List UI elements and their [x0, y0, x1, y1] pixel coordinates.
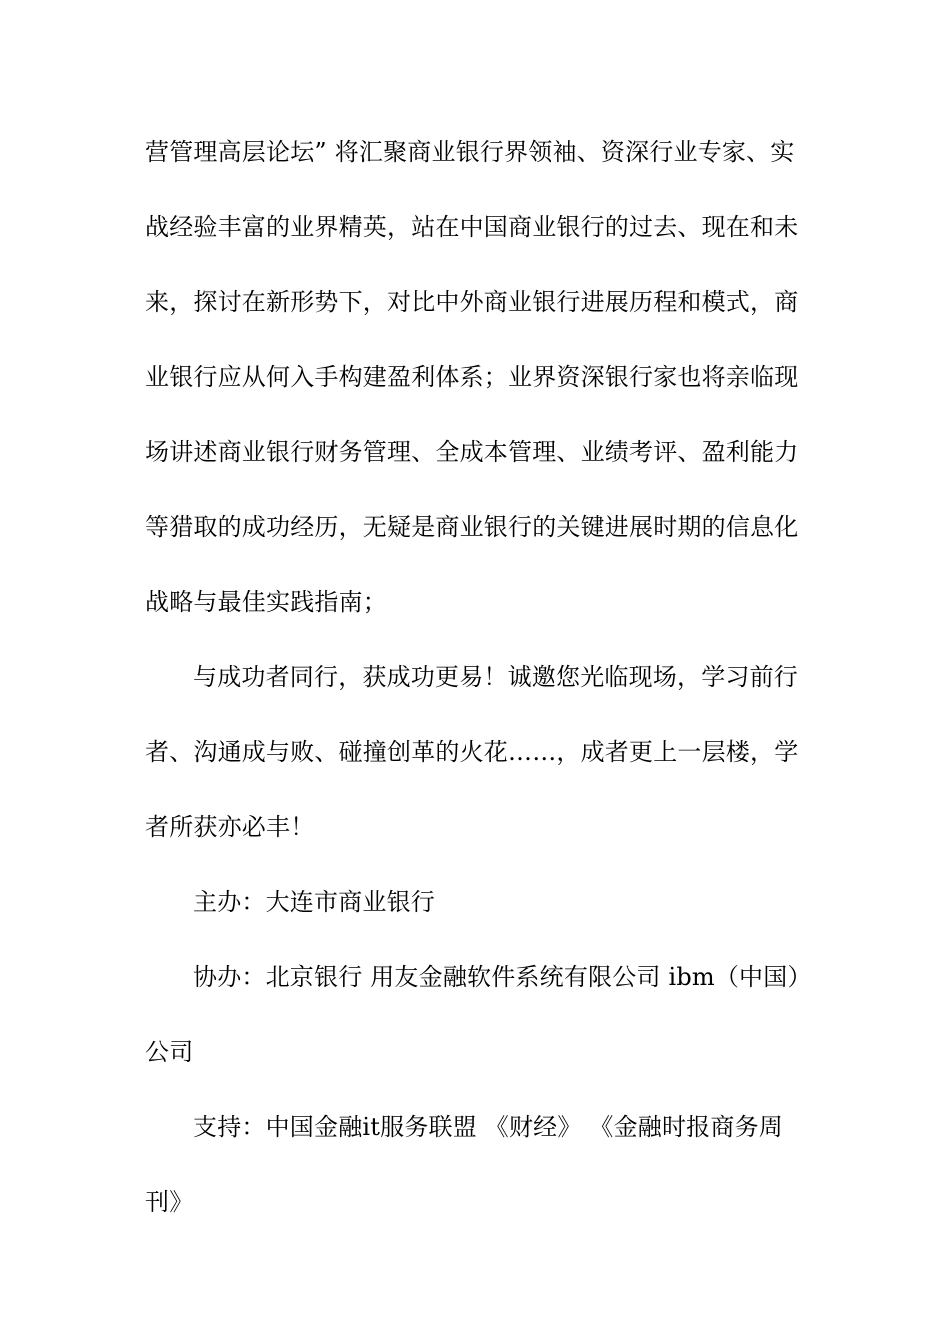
paragraph-line: 者、沟通成与败、碰撞创革的火花……，成者更上一层楼，学	[145, 738, 799, 766]
paragraph-line: 者所获亦必丰！	[145, 813, 315, 841]
paragraph-line: 等猎取的成功经历，无疑是商业银行的关键进展时期的信息化	[145, 513, 799, 541]
paragraph-line: 来，探讨在新形势下，对比中外商业银行进展历程和模式，商	[145, 288, 799, 316]
paragraph-line: 业银行应从何入手构建盈利体系；业界资深银行家也将亲临现	[145, 363, 799, 391]
paragraph-line: 与成功者同行，获成功更易！诚邀您光临现场，学习前行	[193, 663, 798, 691]
paragraph-line: 场讲述商业银行财务管理、全成本管理、业绩考评、盈利能力	[145, 438, 799, 466]
paragraph-line: 战经验丰富的业界精英，站在中国商业银行的过去、现在和未	[145, 213, 799, 241]
paragraph-line: 营管理高层论坛” 将汇聚商业银行界领袖、资深行业专家、实	[145, 138, 795, 166]
supporter-line: 刊》	[145, 1188, 194, 1216]
co-organizer-line: 协办：北京银行 用友金融软件系统有限公司 ibm（中国）	[193, 963, 812, 991]
co-organizer-line: 公司	[145, 1038, 194, 1066]
paragraph-line: 战略与最佳实践指南；	[145, 588, 387, 616]
supporter-line: 支持：中国金融it服务联盟 《财经》 《金融时报商务周	[193, 1113, 783, 1141]
organizer-line: 主办：大连市商业银行	[193, 888, 435, 916]
